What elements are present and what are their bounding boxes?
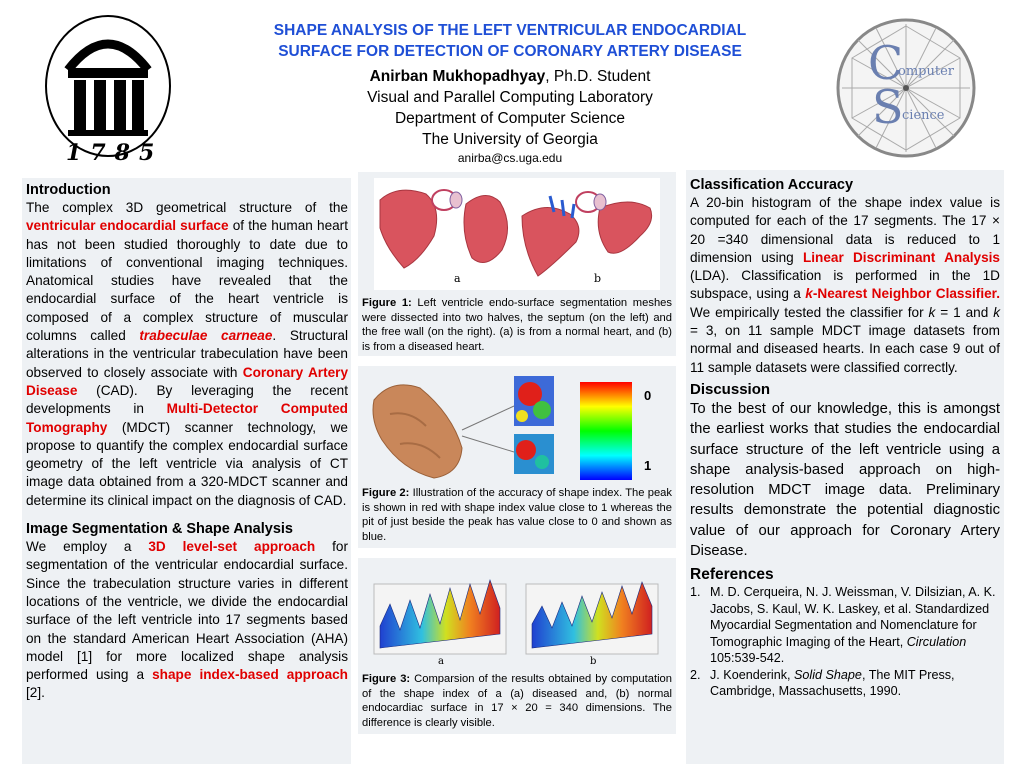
figure-1-label-b: b <box>594 272 602 285</box>
discussion-heading: Discussion <box>690 380 771 398</box>
cs-logo <box>832 14 980 162</box>
figure-3-image <box>366 564 672 668</box>
figure-1-panel <box>358 172 676 356</box>
highlight-term: shape index-based approach <box>152 667 348 683</box>
intro-paragraph: The complex 3D geometrical structure of the ventricular endocardial surface of the human heart has not been studied thoroughly to date due to limitations of conventional imaging techniques. Anatomical studies have revealed that the endocardial surface of the heart ventricle is composed of a complex structure of muscular columns called trabeculae carneae. Structural alterations in the ventricular trabeculation have been observed to closely associate with Coronary Artery Disease (CAD). By leveraging the recent developments in Multi-Detector Computed Tomography (MDCT) scanner technology, we propose to quantify the complex endocardial surface geometry of the left ventricle via analysis of CT image data obtained from a 320-MDCT scanner and determine its clinical impact on the diagnosis of CAD. <box>26 200 349 508</box>
figure-1-caption: Figure 1: Left ventricle endo-surface segmentation meshes were dissected into two halves, the septum (on the left) and the free wall (on the right). (a) is from a normal heart, and (b) is from a diseased heart. <box>362 297 672 353</box>
author-degree: , Ph.D. Student <box>545 68 651 85</box>
cs-word-cience: cience <box>902 108 945 123</box>
highlight-term: Coronary Artery Disease <box>26 364 349 398</box>
cs-letter-c: C <box>868 36 904 90</box>
cs-letter-s: S <box>872 80 904 134</box>
poster-title <box>200 20 820 62</box>
highlight-term: -Nearest Neighbor Classifier. <box>812 286 1000 302</box>
author-email: anirba@cs.uga.edu <box>457 151 563 165</box>
highlight-term: 3D level-set approach <box>148 539 316 555</box>
title-line-2: SURFACE FOR DETECTION OF CORONARY ARTERY DISEASE <box>278 43 742 60</box>
right-panel <box>686 170 1004 764</box>
uga-year-digit: 7 <box>90 140 115 166</box>
colorbar-top-label: 0 <box>644 388 652 403</box>
reference-item: 1. M. D. Cerqueira, N. J. Weissman, V. Dilsizian, A. K. Jacobs, S. Kaul, W. K. Laskey, et al. Standardized Myocardial Segmentation and Nomenclature for Tomographic Imaging of the Heart, Circulation 105:539-542. <box>690 585 996 666</box>
figure-3-caption: Figure 3: Comparsion of the results obtained by computation of the shape index of a (a) diseased and, (b) normal endocardiac surface in 17 × 20 = 340 dimensions. The difference is clearly visible. <box>362 673 672 729</box>
references-heading: References <box>690 566 774 584</box>
classification-heading: Classification Accuracy <box>690 177 854 193</box>
highlight-term: Linear Discriminant Analysis <box>802 249 1000 265</box>
figure-3-label-a: a <box>438 656 444 667</box>
author-name: Anirban Mukhopadhyay <box>369 68 546 85</box>
figure-1-label-a: a <box>454 272 461 285</box>
shape-index-colorbar <box>580 382 632 480</box>
highlight-term: ventricular endocardial surface <box>26 218 229 234</box>
figure-1-image <box>374 178 660 290</box>
reference-item: 2. J. Koenderink, Solid Shape, The MIT Press, Cambridge, Massachusetts, 1990. <box>690 667 955 699</box>
author-block <box>260 66 760 166</box>
figure-3-label-b: b <box>590 656 597 667</box>
classification-paragraph: A 20-bin histogram of the shape index value is computed for each of the 17 segments. The 17 × 20 =340 dimensional data is reduced to 1 dimension using Linear Discriminant Analysis (LDA). Classification is performed in the 1D subspace, using a k-Nearest Neighbor Classifier. We empirically tested the classifier for k = 1 and k = 3, on 11 sample MDCT image datasets from normal and diseased hearts. In each case 9 out of 11 sample datasets were classified correctly. <box>690 195 1000 375</box>
colorbar-bottom-label: 1 <box>644 458 652 473</box>
segmentation-paragraph: We employ a 3D level-set approach for segmentation of the ventricular endocardial surface. Since the trabeculation structure varies in different locations of the ventricle, we divide the endocardial surface of the left ventricle into 17 segments based on the standard American Heart Association (AHA) model [1] for more localized shape analysis performed using a shape index-based approach [2]. <box>26 539 349 701</box>
uga-year-digit: 8 <box>114 140 139 166</box>
uga-year-digit: 5 <box>138 140 164 166</box>
segmentation-heading: Image Segmentation & Shape Analysis <box>26 521 293 538</box>
title-line-1: SHAPE ANALYSIS OF THE LEFT VENTRICULAR ENDOCARDIAL <box>273 22 747 39</box>
uga-year-digit: 1 <box>66 140 91 166</box>
author-lab: Visual and Parallel Computing Laboratory <box>367 89 653 106</box>
highlight-term: k <box>805 286 813 302</box>
figure-3-panel <box>358 558 676 734</box>
author-dept: Department of Computer Science <box>394 110 626 127</box>
references-list <box>690 584 1000 700</box>
author-univ: The University of Georgia <box>422 131 598 148</box>
intro-heading: Introduction <box>26 182 111 198</box>
figure-2-caption: Figure 2: Illustration of the accuracy of shape index. The peak is shown in red with shape index value close to 1 whereas the pit of just beside the peak has value close to 0 and shown as blue. <box>362 487 672 543</box>
discussion-paragraph: To the best of our knowledge, this is amongst the earliest works that studies the endocardial surface structure of the left ventricle using a shape analysis-based approach on high-resolution MDCT image data. Preliminary results demonstrate the potential diagnostic value of our approach for Coronary Artery Disease. <box>690 400 1000 560</box>
figure-2-panel <box>358 366 676 548</box>
cs-word-omputer: omputer <box>898 64 954 79</box>
left-panel <box>22 178 351 764</box>
figure-2-image <box>370 374 672 480</box>
highlight-term: trabeculae carneae <box>139 328 273 344</box>
uga-arch-logo <box>38 10 178 170</box>
highlight-term: Multi-Detector Computed Tomography <box>26 401 348 435</box>
